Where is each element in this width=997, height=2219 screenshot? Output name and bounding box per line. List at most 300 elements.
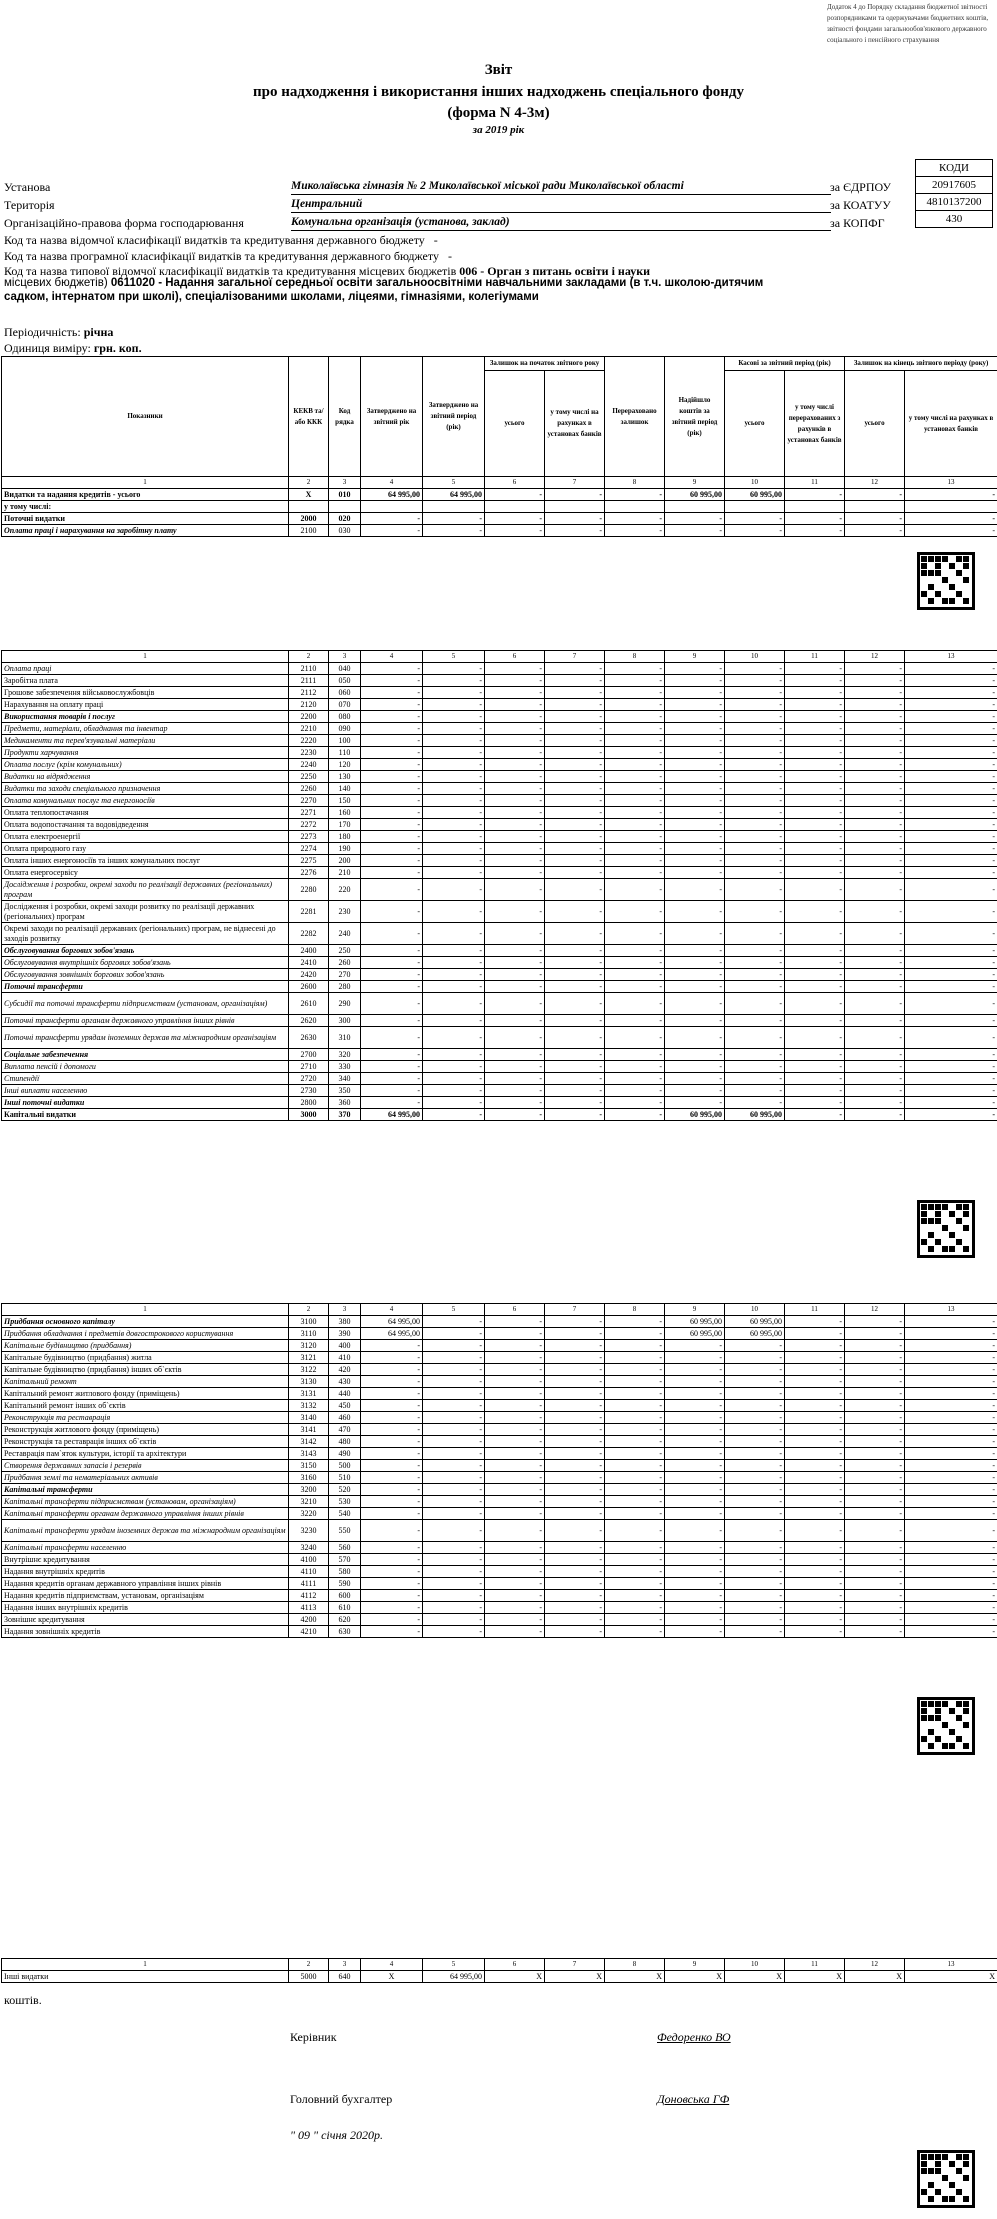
row-value-col-4: - <box>361 1412 423 1424</box>
row-value-col-5: - <box>423 1602 485 1614</box>
row-value-col-7: - <box>545 1328 605 1340</box>
row-value-col-7: - <box>545 957 605 969</box>
row-name: Реконструкція та реставрація <box>2 1412 289 1424</box>
column-numbers-row <box>2 477 997 489</box>
row-value-col-11: - <box>785 759 845 771</box>
row-value-col-10: - <box>725 1590 785 1602</box>
row-value-col-5 <box>423 501 485 513</box>
row-value-col-7: - <box>545 759 605 771</box>
row-value-col-5: - <box>423 1578 485 1590</box>
row-value-col-13: - <box>905 1364 997 1376</box>
row-value-col-11: - <box>785 1109 845 1121</box>
row-kekv: 2100 <box>289 525 329 537</box>
row-value-col-11: - <box>785 807 845 819</box>
row-value-col-12: - <box>845 687 905 699</box>
row-kekv: 3131 <box>289 1388 329 1400</box>
row-value-col-4: - <box>361 699 423 711</box>
column-number: 1 <box>2 1959 289 1971</box>
row-value-col-7: - <box>545 1097 605 1109</box>
table-row <box>2 1061 997 1073</box>
row-value-col-7: - <box>545 993 605 1015</box>
row-value-col-6: - <box>485 1554 545 1566</box>
row-name: Створення державних запасів і резервів <box>2 1460 289 1472</box>
row-name: Капітальні трансферти населенню <box>2 1542 289 1554</box>
table-row <box>2 1614 997 1626</box>
row-value-col-10: 60 995,00 <box>725 1109 785 1121</box>
row-value-col-6: - <box>485 675 545 687</box>
row-value-col-10: - <box>725 1448 785 1460</box>
row-value-col-6: - <box>485 783 545 795</box>
qr-code-icon <box>917 552 975 610</box>
row-value-col-11: - <box>785 771 845 783</box>
row-value-col-12: - <box>845 711 905 723</box>
row-value-col-11: - <box>785 855 845 867</box>
row-value-col-6: - <box>485 513 545 525</box>
row-value-col-5: - <box>423 1566 485 1578</box>
row-value-col-8: - <box>605 867 665 879</box>
row-value-col-7: - <box>545 1340 605 1352</box>
row-value-col-8: - <box>605 1412 665 1424</box>
row-value-col-10: - <box>725 945 785 957</box>
row-value-col-6 <box>485 501 545 513</box>
table-row <box>2 675 997 687</box>
column-number: 4 <box>361 1304 423 1316</box>
table-row <box>2 807 997 819</box>
row-kekv: 5000 <box>289 1971 329 1983</box>
row-value-col-6: - <box>485 771 545 783</box>
column-number: 2 <box>289 1959 329 1971</box>
row-value-col-5: - <box>423 783 485 795</box>
row-value-col-7: - <box>545 1578 605 1590</box>
row-kekv: 2240 <box>289 759 329 771</box>
row-value-col-4: - <box>361 747 423 759</box>
row-value-col-13: - <box>905 843 997 855</box>
table-row <box>2 1590 997 1602</box>
row-code: 620 <box>329 1614 361 1626</box>
row-code <box>329 501 361 513</box>
row-value-col-12: - <box>845 867 905 879</box>
column-number: 12 <box>845 651 905 663</box>
row-value-col-8: - <box>605 525 665 537</box>
row-kekv: 2600 <box>289 981 329 993</box>
row-kekv: 2710 <box>289 1061 329 1073</box>
row-value-col-4: - <box>361 1566 423 1578</box>
row-value-col-4: - <box>361 1520 423 1542</box>
row-value-col-11: - <box>785 1412 845 1424</box>
row-name: Придбання обладнання і предметів довгострокового користування <box>2 1328 289 1340</box>
column-number: 10 <box>725 1304 785 1316</box>
column-number: 12 <box>845 1304 905 1316</box>
row-value-col-11: - <box>785 1578 845 1590</box>
row-value-col-13: - <box>905 1388 997 1400</box>
row-name: Реконструкція та реставрація інших об`єктів <box>2 1436 289 1448</box>
row-value-col-13: - <box>905 1316 997 1328</box>
row-value-col-12: - <box>845 855 905 867</box>
row-value-col-9: 60 995,00 <box>665 489 725 501</box>
row-code: 160 <box>329 807 361 819</box>
row-value-col-12: - <box>845 735 905 747</box>
row-value-col-5: - <box>423 957 485 969</box>
row-value-col-7: - <box>545 735 605 747</box>
head-name: Федоренко ВО <box>657 2030 731 2044</box>
row-value-col-12: - <box>845 1448 905 1460</box>
row-value-col-11: - <box>785 1027 845 1049</box>
column-number: 9 <box>665 477 725 489</box>
row-value-col-10: - <box>725 663 785 675</box>
row-value-col-8: - <box>605 1424 665 1436</box>
row-value-col-12: - <box>845 1484 905 1496</box>
row-value-col-9: - <box>665 1400 725 1412</box>
column-number: 8 <box>605 477 665 489</box>
row-value-col-6: - <box>485 687 545 699</box>
table-row <box>2 1388 997 1400</box>
row-name: Видатки на відрядження <box>2 771 289 783</box>
row-value-col-8: - <box>605 969 665 981</box>
territory-label: Територія <box>4 198 55 212</box>
row-value-col-12: - <box>845 1085 905 1097</box>
row-kekv: 2260 <box>289 783 329 795</box>
row-value-col-5: - <box>423 1073 485 1085</box>
row-name: Придбання основного капіталу <box>2 1316 289 1328</box>
hdr-cash: Касові за звітний період (рік) <box>725 357 845 371</box>
unit: Одиниця виміру: грн. коп. <box>4 341 142 355</box>
row-code: 370 <box>329 1109 361 1121</box>
row-value-col-12: - <box>845 1364 905 1376</box>
row-value-col-8: - <box>605 1602 665 1614</box>
row-value-col-7: - <box>545 969 605 981</box>
row-value-col-11: - <box>785 1316 845 1328</box>
row-value-col-5: - <box>423 1412 485 1424</box>
row-value-col-4: - <box>361 901 423 923</box>
row-value-col-5: - <box>423 1496 485 1508</box>
row-value-col-10: - <box>725 1015 785 1027</box>
row-value-col-5: - <box>423 1097 485 1109</box>
row-value-col-4: - <box>361 525 423 537</box>
row-value-col-13: - <box>905 1015 997 1027</box>
row-name: Стипендії <box>2 1073 289 1085</box>
column-number: 5 <box>423 1959 485 1971</box>
row-value-col-13: - <box>905 1073 997 1085</box>
row-value-col-12: - <box>845 1578 905 1590</box>
row-value-col-7: - <box>545 513 605 525</box>
row-name: Капітальне будівництво (придбання) інших об`єктів <box>2 1364 289 1376</box>
row-name: Оплата праці <box>2 663 289 675</box>
row-value-col-12: - <box>845 1566 905 1578</box>
row-code: 400 <box>329 1340 361 1352</box>
row-name: Капітальний ремонт інших об`єктів <box>2 1400 289 1412</box>
row-value-col-10: - <box>725 843 785 855</box>
row-name: Капітальне будівництво (придбання) <box>2 1340 289 1352</box>
row-value-col-10: - <box>725 1085 785 1097</box>
table-row <box>2 1602 997 1614</box>
row-value-col-4: - <box>361 1364 423 1376</box>
row-value-col-9: - <box>665 1448 725 1460</box>
row-value-col-11: - <box>785 1484 845 1496</box>
row-value-col-5: 64 995,00 <box>423 489 485 501</box>
column-number: 6 <box>485 651 545 663</box>
row-value-col-10: - <box>725 699 785 711</box>
row-name: Нарахування на оплату праці <box>2 699 289 711</box>
row-name: Інші поточні видатки <box>2 1097 289 1109</box>
page-separator <box>0 632 997 640</box>
row-value-col-6: - <box>485 1400 545 1412</box>
row-value-col-9: - <box>665 1388 725 1400</box>
row-value-col-9: - <box>665 771 725 783</box>
row-code: 240 <box>329 923 361 945</box>
row-value-col-10: - <box>725 993 785 1015</box>
row-value-col-13: - <box>905 1328 997 1340</box>
report-subtitle: про надходження і використання інших надходжень спеціального фонду <box>252 84 744 100</box>
row-value-col-7: - <box>545 675 605 687</box>
row-value-col-7: - <box>545 1602 605 1614</box>
classification-line-3: Код та назва типової відомчої класифікації видатків та кредитування місцевих бюджетів 006 - Орган з питань освіти і науки <box>4 264 651 278</box>
institution-row <box>4 180 994 196</box>
row-value-col-10: - <box>725 1364 785 1376</box>
report-table-1 <box>1 356 997 537</box>
table-row <box>2 795 997 807</box>
row-kekv: 2280 <box>289 879 329 901</box>
row-value-col-8: - <box>605 1542 665 1554</box>
row-value-col-8: - <box>605 771 665 783</box>
row-value-col-12: - <box>845 1015 905 1027</box>
row-value-col-8: - <box>605 1061 665 1073</box>
row-value-col-4: - <box>361 1614 423 1626</box>
row-value-col-13: - <box>905 1412 997 1424</box>
row-value-col-13: - <box>905 795 997 807</box>
row-value-col-5: - <box>423 1015 485 1027</box>
row-value-col-9: - <box>665 699 725 711</box>
row-name: Грошове забезпечення військовослужбовців <box>2 687 289 699</box>
row-value-col-6: - <box>485 1578 545 1590</box>
row-value-col-5: - <box>423 807 485 819</box>
row-value-col-4: - <box>361 1460 423 1472</box>
row-value-col-10: - <box>725 1460 785 1472</box>
column-number: 7 <box>545 1304 605 1316</box>
row-kekv: 2610 <box>289 993 329 1015</box>
row-value-col-11: - <box>785 1085 845 1097</box>
row-value-col-12: - <box>845 901 905 923</box>
row-value-col-10: - <box>725 675 785 687</box>
row-value-col-11: - <box>785 699 845 711</box>
row-value-col-6: - <box>485 1614 545 1626</box>
row-name: Оплата послуг (крім комунальних) <box>2 759 289 771</box>
row-code: 590 <box>329 1578 361 1590</box>
row-value-col-12: - <box>845 1352 905 1364</box>
table-row <box>2 1109 997 1121</box>
row-code: 190 <box>329 843 361 855</box>
row-kekv: 3122 <box>289 1364 329 1376</box>
row-value-col-4: - <box>361 687 423 699</box>
table-row <box>2 1554 997 1566</box>
row-value-col-9: - <box>665 1352 725 1364</box>
row-value-col-11: - <box>785 1448 845 1460</box>
row-kekv: 2282 <box>289 923 329 945</box>
table-row <box>2 663 997 675</box>
row-code: 340 <box>329 1073 361 1085</box>
row-value-col-12: - <box>845 771 905 783</box>
row-value-col-12: - <box>845 663 905 675</box>
row-value-col-12: - <box>845 1626 905 1638</box>
row-name: Оплата комунальних послуг та енергоносіїв <box>2 795 289 807</box>
row-value-col-13: - <box>905 855 997 867</box>
row-value-col-9: - <box>665 1061 725 1073</box>
row-value-col-6: - <box>485 993 545 1015</box>
row-value-col-4: - <box>361 795 423 807</box>
row-value-col-6: - <box>485 795 545 807</box>
row-value-col-11: X <box>785 1971 845 1983</box>
row-value-col-4: - <box>361 843 423 855</box>
row-name: Капітальні трансферти <box>2 1484 289 1496</box>
row-value-col-7: - <box>545 1376 605 1388</box>
row-code: 510 <box>329 1472 361 1484</box>
row-value-col-4: 64 995,00 <box>361 1328 423 1340</box>
row-value-col-11: - <box>785 675 845 687</box>
row-code: 130 <box>329 771 361 783</box>
column-number: 7 <box>545 651 605 663</box>
hdr-transferred: Перераховано залишок <box>605 357 665 477</box>
row-value-col-13: - <box>905 981 997 993</box>
row-value-col-13: - <box>905 525 997 537</box>
row-name: Надання кредитів підприємствам, установам, організаціям <box>2 1590 289 1602</box>
row-value-col-4: - <box>361 759 423 771</box>
row-value-col-5: - <box>423 1061 485 1073</box>
row-value-col-9: - <box>665 1460 725 1472</box>
row-value-col-11: - <box>785 1388 845 1400</box>
row-value-col-11: - <box>785 513 845 525</box>
row-value-col-7: - <box>545 1590 605 1602</box>
row-value-col-5: - <box>423 1614 485 1626</box>
row-value-col-9: - <box>665 1484 725 1496</box>
row-name: Придбання землі та нематеріальних активів <box>2 1472 289 1484</box>
column-number: 13 <box>905 1959 997 1971</box>
column-number: 1 <box>2 1304 289 1316</box>
row-value-col-13: - <box>905 747 997 759</box>
row-value-col-10: - <box>725 1626 785 1638</box>
row-value-col-8: - <box>605 1097 665 1109</box>
row-value-col-11: - <box>785 1015 845 1027</box>
row-value-col-6: - <box>485 831 545 843</box>
column-number: 6 <box>485 1959 545 1971</box>
row-value-col-8: - <box>605 1436 665 1448</box>
row-value-col-13: - <box>905 867 997 879</box>
row-name: Капітальні видатки <box>2 1109 289 1121</box>
table-row <box>2 513 997 525</box>
row-value-col-8: - <box>605 783 665 795</box>
column-number: 4 <box>361 1959 423 1971</box>
row-value-col-5: - <box>423 1352 485 1364</box>
row-name: Реконструкція житлового фонду (приміщень) <box>2 1424 289 1436</box>
row-value-col-7: - <box>545 819 605 831</box>
row-value-col-10: - <box>725 1340 785 1352</box>
row-value-col-5: - <box>423 1424 485 1436</box>
row-name: Капітальний ремонт <box>2 1376 289 1388</box>
row-value-col-10: - <box>725 735 785 747</box>
row-value-col-7: - <box>545 783 605 795</box>
row-name: Надання інших внутрішніх кредитів <box>2 1602 289 1614</box>
row-value-col-5: - <box>423 1400 485 1412</box>
row-name: Видатки та заходи спеціального призначення <box>2 783 289 795</box>
row-value-col-8: - <box>605 807 665 819</box>
row-value-col-11: - <box>785 1542 845 1554</box>
row-value-col-8: - <box>605 1566 665 1578</box>
row-value-col-4: - <box>361 1578 423 1590</box>
row-name: Поточні трансферти урядам іноземних держав та міжнародним організаціям <box>2 1027 289 1049</box>
table-row <box>2 711 997 723</box>
row-value-col-10: - <box>725 957 785 969</box>
row-name: Оплата природного газу <box>2 843 289 855</box>
row-value-col-9: - <box>665 1496 725 1508</box>
row-value-col-8: - <box>605 759 665 771</box>
row-value-col-11: - <box>785 1436 845 1448</box>
row-code: 210 <box>329 867 361 879</box>
row-value-col-13: - <box>905 1484 997 1496</box>
row-value-col-9: - <box>665 1376 725 1388</box>
row-value-col-5: - <box>423 513 485 525</box>
hdr-balance-end: Залишок на кінець звітного періоду (року) <box>845 357 997 371</box>
row-value-col-6: - <box>485 901 545 923</box>
row-value-col-10: - <box>725 1061 785 1073</box>
row-code: 470 <box>329 1424 361 1436</box>
table-row <box>2 747 997 759</box>
row-kekv: 2270 <box>289 795 329 807</box>
row-value-col-10: - <box>725 525 785 537</box>
row-code: 520 <box>329 1484 361 1496</box>
row-value-col-4: - <box>361 981 423 993</box>
row-value-col-10: - <box>725 1388 785 1400</box>
row-code: 630 <box>329 1626 361 1638</box>
row-kekv: 2420 <box>289 969 329 981</box>
row-value-col-11: - <box>785 1460 845 1472</box>
row-value-col-11: - <box>785 1424 845 1436</box>
row-value-col-6: - <box>485 735 545 747</box>
row-code: 050 <box>329 675 361 687</box>
row-value-col-13: - <box>905 1472 997 1484</box>
row-value-col-8: - <box>605 843 665 855</box>
row-name: Капітальний ремонт житлового фонду (приміщень) <box>2 1388 289 1400</box>
row-value-col-13: - <box>905 1109 997 1121</box>
row-value-col-4: - <box>361 1436 423 1448</box>
row-value-col-8: - <box>605 687 665 699</box>
row-value-col-8: - <box>605 993 665 1015</box>
orgform-value: Комунальна організація (установа, заклад) <box>291 216 831 231</box>
row-value-col-8: - <box>605 901 665 923</box>
row-value-col-9: - <box>665 831 725 843</box>
row-value-col-12: - <box>845 723 905 735</box>
row-value-col-6: - <box>485 1085 545 1097</box>
row-value-col-9: - <box>665 1364 725 1376</box>
table-row <box>2 1400 997 1412</box>
row-code: 040 <box>329 663 361 675</box>
row-value-col-4: - <box>361 711 423 723</box>
row-value-col-6: - <box>485 1364 545 1376</box>
row-kekv: 2275 <box>289 855 329 867</box>
row-value-col-9: - <box>665 901 725 923</box>
row-value-col-10: - <box>725 1097 785 1109</box>
row-value-col-4: - <box>361 1508 423 1520</box>
row-value-col-11: - <box>785 981 845 993</box>
row-value-col-13: - <box>905 1436 997 1448</box>
table-row <box>2 969 997 981</box>
table-row <box>2 993 997 1015</box>
row-kekv: 2276 <box>289 867 329 879</box>
row-kekv: 2000 <box>289 513 329 525</box>
row-value-col-4: - <box>361 771 423 783</box>
row-value-col-12: - <box>845 807 905 819</box>
row-value-col-8: - <box>605 675 665 687</box>
classification-line-2: Код та назва програмної класифікації видатків та кредитування державного бюджету - <box>4 249 452 263</box>
row-value-col-11: - <box>785 783 845 795</box>
row-code: 430 <box>329 1376 361 1388</box>
